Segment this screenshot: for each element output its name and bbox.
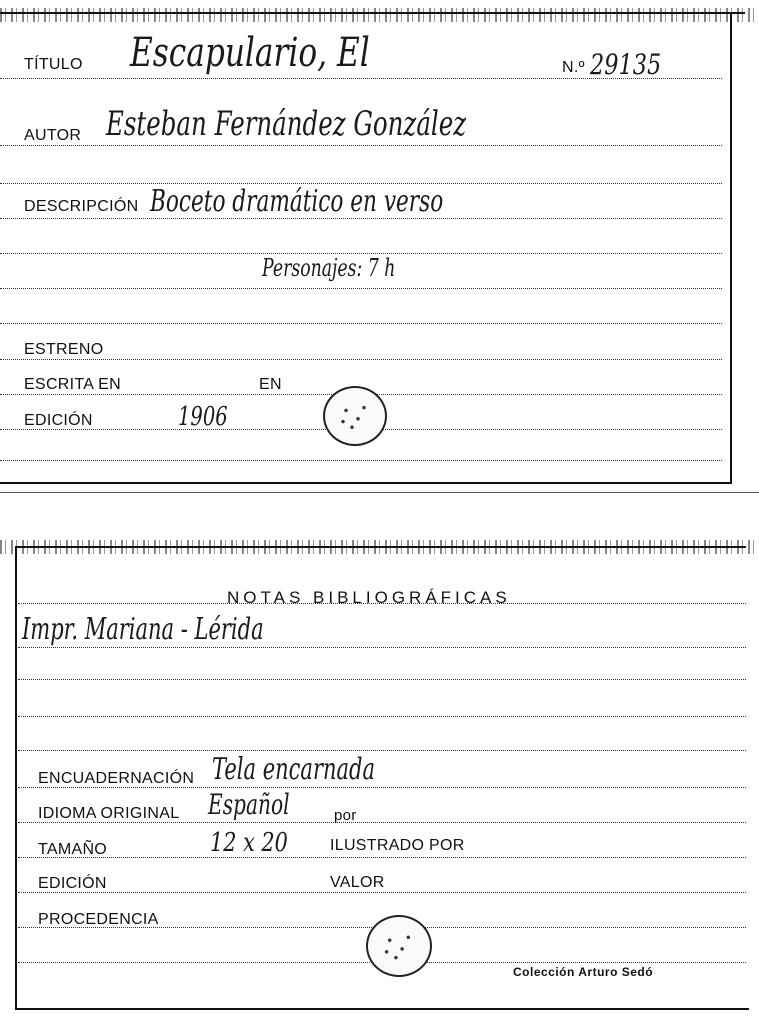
label-estreno: ESTRENO <box>24 341 104 358</box>
section-heading: NOTAS BIBLIOGRÁFICAS <box>227 588 511 607</box>
value-descripcion: Boceto dramático en verso <box>150 184 444 219</box>
label-escrita-en: ESCRITA EN <box>24 376 121 393</box>
value-numero: 29135 <box>590 48 662 81</box>
card-right-border <box>730 12 732 484</box>
label-procedencia: PROCEDENCIA <box>38 911 159 928</box>
rule-line <box>0 460 722 461</box>
label-en: EN <box>259 376 282 393</box>
label-descripcion: DESCRIPCIÓN <box>24 198 139 215</box>
rule-line <box>18 750 746 751</box>
card-left-border <box>15 546 17 1010</box>
rule-line <box>18 892 746 893</box>
label-edicion: EDICIÓN <box>38 875 107 892</box>
value-edicion: 1906 <box>178 402 228 432</box>
card-bottom-border <box>15 1008 749 1010</box>
rule-line <box>0 323 722 324</box>
label-por: por <box>334 807 357 824</box>
label-edicion: EDICIÓN <box>24 412 93 429</box>
card-top-border <box>0 12 745 14</box>
catalog-card-back <box>0 530 759 1028</box>
rule-line <box>0 359 722 360</box>
label-numero: N.º <box>562 59 585 76</box>
value-encuadernacion: Tela encarnada <box>212 752 376 787</box>
value-tamano: 12 x 20 <box>210 828 288 858</box>
rule-line <box>18 857 746 858</box>
card-shadow-line <box>0 492 759 493</box>
value-personajes: Personajes: 7 h <box>262 254 396 282</box>
collection-credit: Colección Arturo Sedó <box>513 965 654 979</box>
card-top-border <box>16 546 746 548</box>
label-autor: AUTOR <box>24 127 82 144</box>
value-autor: Esteban Fernández González <box>106 104 467 144</box>
label-titulo: TÍTULO <box>24 56 83 73</box>
label-tamano: TAMAÑO <box>38 841 108 858</box>
library-stamp <box>366 915 432 977</box>
label-encuadernacion: ENCUADERNACIÓN <box>38 770 195 787</box>
card-top-edge <box>0 8 759 22</box>
rule-line <box>18 679 746 680</box>
rule-line <box>18 716 746 717</box>
rule-line <box>0 145 722 146</box>
library-stamp <box>323 386 387 446</box>
label-ilustrado-por: ILUSTRADO POR <box>330 837 465 854</box>
value-titulo: Escapulario, El <box>130 30 370 76</box>
catalog-card-front <box>0 0 759 500</box>
value-idioma-original: Español <box>208 788 290 821</box>
rule-line <box>0 288 722 289</box>
rule-line <box>18 647 746 648</box>
card-bottom-border <box>0 482 732 484</box>
label-valor: VALOR <box>330 874 385 891</box>
value-notas: Impr. Mariana - Lérida <box>22 612 264 647</box>
label-idioma-original: IDIOMA ORIGINAL <box>38 805 180 822</box>
